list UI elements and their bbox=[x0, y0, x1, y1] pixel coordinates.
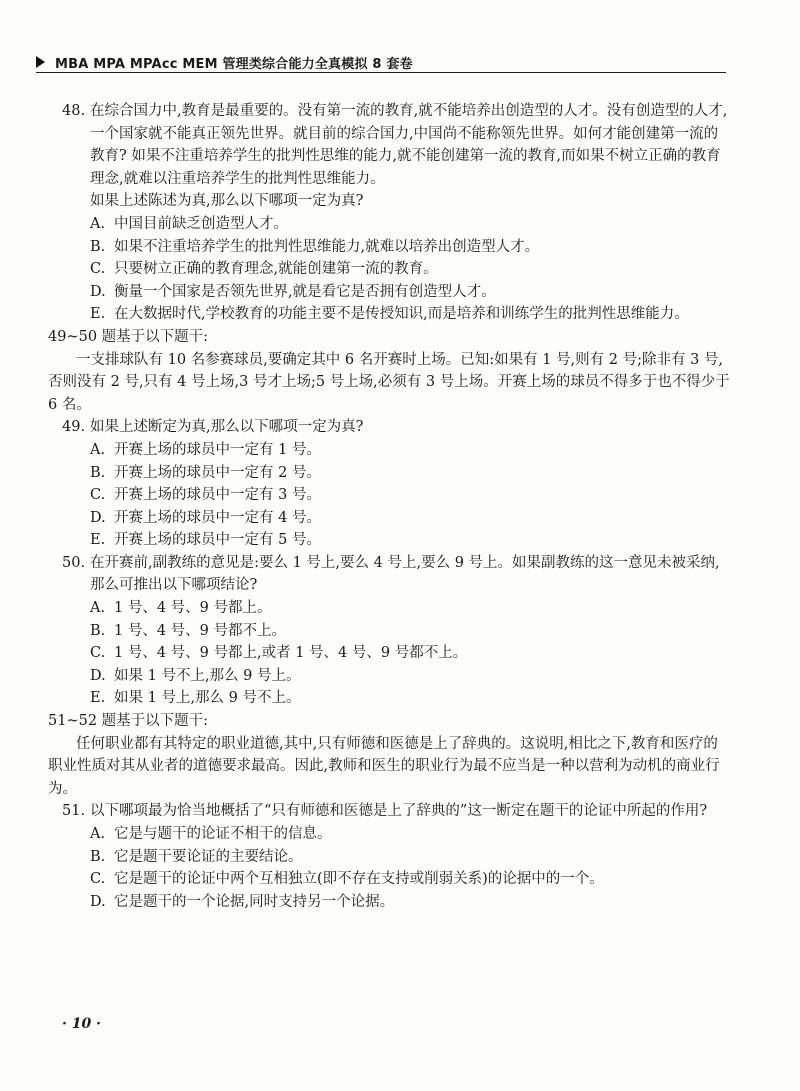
option-49-a[interactable] bbox=[62, 439, 730, 462]
option-51-b[interactable] bbox=[62, 846, 730, 869]
option-label: B. bbox=[90, 464, 106, 481]
option-label: B. bbox=[90, 848, 106, 865]
option-text: 如果不注重培养学生的批判性思维能力,就难以培养出创造型人才。 bbox=[114, 238, 540, 255]
question-number: 50. bbox=[62, 554, 86, 571]
option-text: 如果 1 号不上,那么 9 号上。 bbox=[114, 667, 301, 684]
option-49-c[interactable] bbox=[62, 484, 730, 507]
question-49 bbox=[62, 416, 730, 439]
option-text: 1 号、4 号、9 号都不上。 bbox=[114, 622, 287, 639]
option-text: 开赛上场的球员中一定有 3 号。 bbox=[114, 487, 321, 504]
question-number: 48. bbox=[62, 103, 86, 119]
option-50-c[interactable] bbox=[62, 642, 730, 665]
group-heading-49-50: 49~50 题基于以下题干: bbox=[48, 328, 209, 345]
option-51-a[interactable] bbox=[62, 823, 730, 846]
option-label: B. bbox=[90, 238, 106, 255]
option-label: A. bbox=[90, 441, 106, 458]
question-text: 在综合国力中,教育是最重要的。没有第一流的教育,就不能培养出创造型的人才。没有创造型的人才,一个国家就不能真正领先世界。就目前的综合国力,中国尚不能称领先世界。如何才能创建第一流的教育? 如果不注重培养学生的批判性思维的能力,就不能创建第一流的教育,而如果不树立正确的教育理念,就难以注重培养学生的批判性思维能力。 bbox=[90, 103, 728, 187]
option-51-d[interactable] bbox=[62, 891, 730, 914]
option-label: A. bbox=[90, 600, 106, 617]
option-text: 开赛上场的球员中一定有 2 号。 bbox=[114, 464, 321, 481]
question-text: 在开赛前,副教练的意见是:要么 1 号上,要么 4 号上,要么 9 号上。如果副教练的这一意见未被采纳,那么可推出以下哪项结论? bbox=[90, 554, 720, 594]
option-text: 它是题干的论证中两个互相独立(即不存在支持或削弱关系)的论据中的一个。 bbox=[114, 871, 604, 888]
option-label: D. bbox=[90, 893, 106, 910]
option-label: E. bbox=[90, 532, 106, 549]
option-text: 开赛上场的球员中一定有 4 号。 bbox=[114, 509, 321, 526]
option-label: A. bbox=[90, 826, 106, 842]
option-text: 开赛上场的球员中一定有 1 号。 bbox=[114, 441, 321, 458]
question-50 bbox=[62, 552, 730, 597]
option-text: 它是题干的一个论据,同时支持另一个论据。 bbox=[114, 893, 395, 910]
option-label: C. bbox=[90, 261, 106, 278]
option-text: 1 号、4 号、9 号都上。 bbox=[114, 600, 272, 617]
option-label: A. bbox=[90, 215, 106, 232]
page-content bbox=[48, 100, 730, 913]
option-50-a[interactable] bbox=[62, 597, 730, 620]
option-50-e[interactable] bbox=[62, 687, 730, 710]
option-51-c[interactable] bbox=[62, 868, 730, 891]
option-48-d[interactable] bbox=[62, 281, 730, 304]
triangle-marker-icon bbox=[36, 56, 45, 68]
option-48-b[interactable] bbox=[62, 236, 730, 259]
option-label: D. bbox=[90, 667, 106, 684]
option-label: B. bbox=[90, 622, 106, 639]
option-48-a[interactable] bbox=[62, 213, 730, 236]
option-49-e[interactable] bbox=[62, 529, 730, 552]
option-text: 在大数据时代,学校教育的功能主要不是传授知识,而是培养和训练学生的批判性思维能力。 bbox=[114, 306, 689, 323]
option-48-c[interactable] bbox=[62, 258, 730, 281]
option-label: E. bbox=[90, 306, 106, 323]
group-heading-51-52: 51~52 题基于以下题干: bbox=[48, 713, 209, 730]
option-label: C. bbox=[90, 871, 106, 888]
option-label: E. bbox=[90, 690, 106, 707]
question-text: 如果上述断定为真,那么以下哪项一定为真? bbox=[90, 419, 364, 436]
group-stem-49-50: 一支排球队有 10 名参赛球员,要确定其中 6 名开赛时上场。已知:如果有 1 号,则有 2 号;除非有 3 号,否则没有 2 号,只有 4 号上场,3 号才上场;5 号上场,必须有 3 号上场。开赛上场的球员不得多于也不得少于 6 名。 bbox=[48, 351, 730, 413]
question-text: 以下哪项最为恰当地概括了“只有师德和医德是上了辞典的”这一断定在题干的论证中所起的作用? bbox=[90, 803, 708, 820]
option-text: 如果 1 号上,那么 9 号不上。 bbox=[114, 690, 301, 707]
option-text: 开赛上场的球员中一定有 5 号。 bbox=[114, 532, 321, 549]
question-ask: 如果上述陈述为真,那么以下哪项一定为真? bbox=[90, 193, 364, 210]
page-number: · 10 · bbox=[62, 1016, 101, 1032]
option-label: D. bbox=[90, 509, 106, 526]
option-49-d[interactable] bbox=[62, 507, 730, 530]
question-number: 51. bbox=[62, 803, 86, 820]
question-51 bbox=[62, 800, 730, 823]
option-label: C. bbox=[90, 645, 106, 662]
option-50-d[interactable] bbox=[62, 665, 730, 688]
group-stem-51-52: 任何职业都有其特定的职业道德,其中,只有师德和医德是上了辞典的。这说明,相比之下,教育和医疗的职业性质对其从业者的道德要求最高。因此,教师和医生的职业行为最不应当是一种以营利为动机的商业行为。 bbox=[48, 735, 720, 797]
option-text: 只要树立正确的教育理念,就能创建第一流的教育。 bbox=[114, 261, 438, 278]
option-label: D. bbox=[90, 283, 106, 300]
option-text: 中国目前缺乏创造型人才。 bbox=[114, 215, 288, 232]
question-48 bbox=[62, 100, 730, 213]
option-50-b[interactable] bbox=[62, 620, 730, 643]
option-text: 它是题干要论证的主要结论。 bbox=[114, 848, 303, 865]
option-49-b[interactable] bbox=[62, 462, 730, 485]
option-48-e[interactable] bbox=[62, 303, 730, 326]
option-label: C. bbox=[90, 487, 106, 504]
option-text: 衡量一个国家是否领先世界,就是看它是否拥有创造型人才。 bbox=[114, 283, 496, 300]
question-number: 49. bbox=[62, 419, 86, 436]
option-text: 它是与题干的论证不相干的信息。 bbox=[114, 826, 332, 842]
header-title: MBA MPA MPAcc MEM 管理类综合能力全真模拟 8 套卷 bbox=[55, 56, 413, 72]
option-text: 1 号、4 号、9 号都上,或者 1 号、4 号、9 号都不上。 bbox=[114, 645, 468, 662]
page-header bbox=[36, 52, 726, 73]
